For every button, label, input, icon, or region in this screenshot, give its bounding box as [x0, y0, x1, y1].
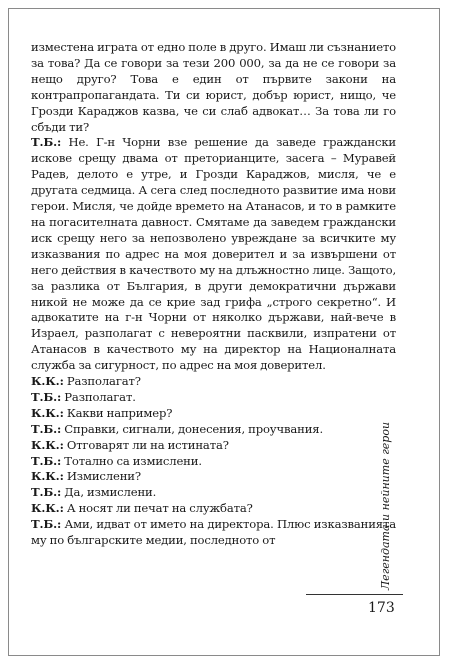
paragraph-intro: изместена играта от едно поле в друго. Имаш ли съзнанието за това? Да се говори за тези 200 000, за да не се говори за нещо друго? Това е един от първите закони на контрапропагандата. Ти си юрист, добър юрист, нищо, че Грозди Караджов казва, че си слаб адвокат… За това ли го сбъди ти? — [31, 40, 396, 134]
dialogue-line — [31, 135, 396, 374]
running-title: Легендата и нейните герои — [379, 421, 392, 590]
dialogue-line — [31, 374, 396, 390]
dialogue-line — [31, 438, 396, 454]
speaker-label: К.К.: — [31, 501, 64, 516]
dialogue-text: Ами, идват от името на директора. Плюс изказванията му по българските медии, последното от — [31, 517, 397, 548]
dialogue-text: Измислени? — [66, 469, 141, 484]
dialogue-line — [31, 469, 396, 485]
dialogue-line — [31, 501, 396, 517]
footer-rule — [306, 594, 403, 595]
dialogue-line — [31, 406, 396, 422]
dialogue — [31, 135, 396, 549]
dialogue-text: Да, измислени. — [64, 485, 157, 500]
dialogue-line — [31, 454, 396, 470]
speaker-label: Т.Б.: — [31, 389, 62, 404]
speaker-label: К.К.: — [31, 374, 64, 389]
speaker-label: Т.Б.: — [31, 485, 62, 500]
speaker-label: К.К.: — [31, 437, 64, 452]
speaker-label: Т.Б.: — [31, 135, 62, 150]
dialogue-text: Какви например? — [66, 405, 173, 420]
dialogue-text: Разполагат? — [66, 374, 141, 389]
page-number: 173 — [368, 600, 395, 616]
dialogue-text: Тотално са измислени. — [64, 453, 202, 468]
dialogue-line — [31, 517, 396, 549]
dialogue-line — [31, 485, 396, 501]
dialogue-text: Справки, сигнали, донесения, проучвания. — [64, 421, 323, 436]
dialogue-line — [31, 390, 396, 406]
text-block — [31, 40, 396, 549]
speaker-label: Т.Б.: — [31, 453, 62, 468]
dialogue-text: Не. Г-н Чорни взе решение да заведе граждански искове срещу двама от преторианците, засега – Муравей Радев, делото е утре, и Грозди Караджов, мисля, че е другата седмица. А сега след последното развитие има нови герои. Мисля, че дойде времето на Атанасов, и то в рамките на погасителната давност. Смятаме да заведем граждански иск срещу него за непозволено увреждане за всичките му изказвания по адрес на моя доверител и за извършени от него действия в качеството му на длъжностно лице. Защото, за разлика от България, в други демократични държави никой не може да се крие зад грифа „строго секретно“. И адвокатите на г-н Чорни от няколко държави, най-вече в Израел, разполагат с невероятни пасквили, изпратени от Атанасов в качеството му на директор на Националната служба за сигурност, по адрес на моя доверител. — [31, 135, 396, 373]
speaker-label: Т.Б.: — [31, 421, 62, 436]
speaker-label: К.К.: — [31, 405, 64, 420]
dialogue-text: Разполагат. — [64, 389, 136, 404]
speaker-label: Т.Б.: — [31, 517, 62, 532]
dialogue-text: Отговарят ли на истината? — [66, 437, 229, 452]
dialogue-line — [31, 422, 396, 438]
speaker-label: К.К.: — [31, 469, 64, 484]
dialogue-text: А носят ли печат на службата? — [66, 501, 253, 516]
